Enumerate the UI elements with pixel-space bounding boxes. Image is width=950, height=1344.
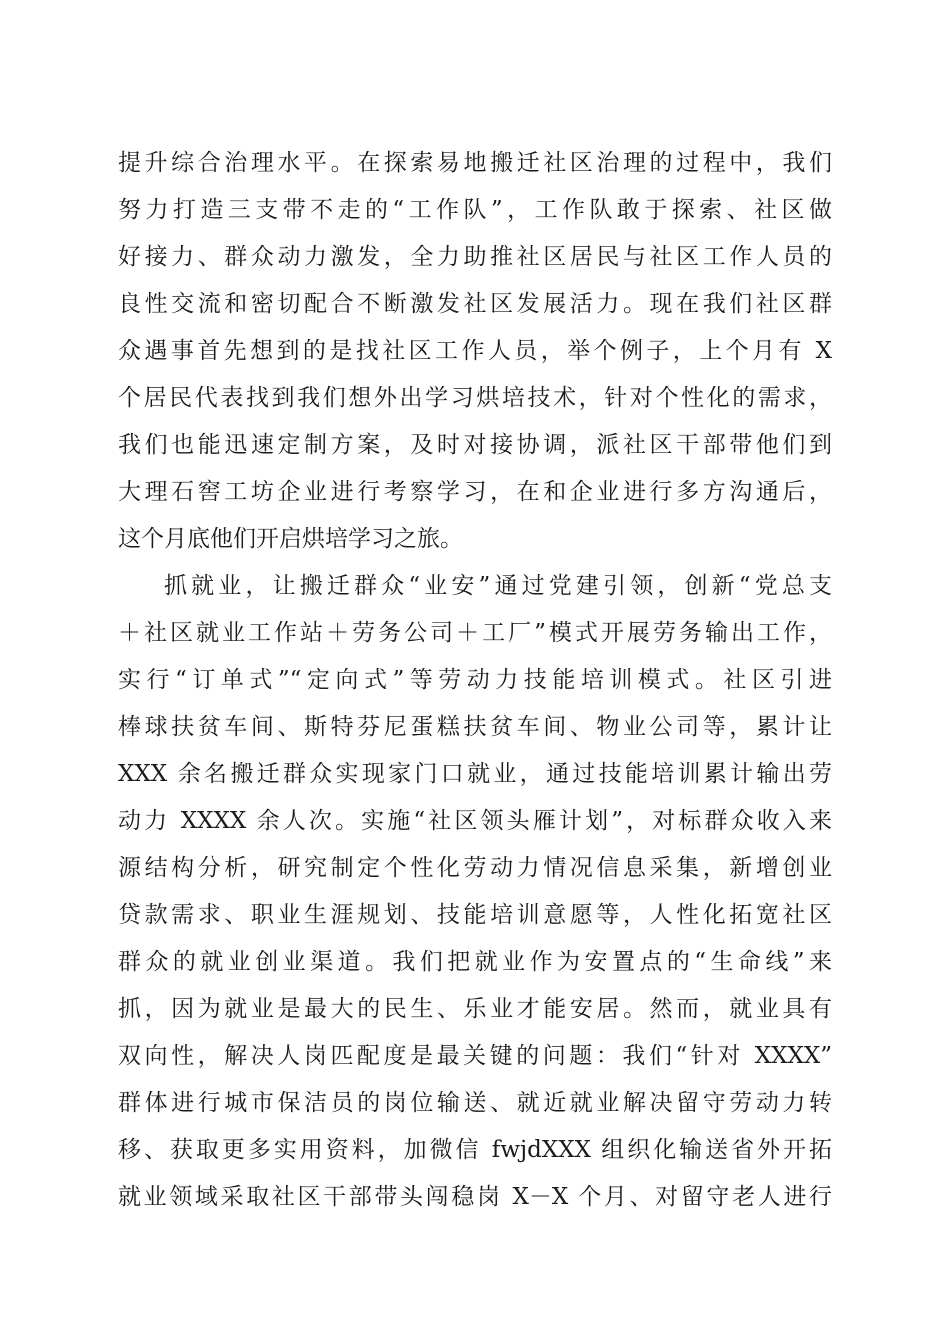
text-line: 大理石窖工坊企业进行考察学习，在和企业进行多方沟通后， xyxy=(118,479,832,505)
text-line: 良性交流和密切配合不断激发社区发展活力。现在我们社区群 xyxy=(118,291,832,317)
text-line: 动力 XXXX 余人次。实施“社区领头雁计划”，对标群众收入来 xyxy=(118,808,832,834)
text-line: 这个月底他们开启烘培学习之旅。 xyxy=(118,526,463,552)
text-line: 就业领域采取社区干部带头闯稳岗 X－X 个月、对留守老人进行 xyxy=(118,1184,832,1210)
text-line: 棒球扶贫车间、斯特芬尼蛋糕扶贫车间、物业公司等，累计让 xyxy=(118,714,832,740)
text-line: 实行“订单式”“定向式”等劳动力技能培训模式。社区引进 xyxy=(118,667,832,693)
text-line: 我们也能迅速定制方案，及时对接协调，派社区干部带他们到 xyxy=(118,432,832,458)
paragraph-2 xyxy=(118,563,832,1221)
text-line: 群众的就业创业渠道。我们把就业作为安置点的“生命线”来 xyxy=(118,949,832,975)
text-line: 提升综合治理水平。在探索易地搬迁社区治理的过程中，我们 xyxy=(118,150,832,176)
text-line: 群体进行城市保洁员的岗位输送、就近就业解决留守劳动力转 xyxy=(118,1090,832,1116)
text-line: 双向性，解决人岗匹配度是最关键的问题：我们“针对 XXXX” xyxy=(118,1043,832,1069)
text-line: 抓就业，让搬迁群众“业安”通过党建引领，创新“党总支 xyxy=(164,573,832,599)
text-line: ＋社区就业工作站＋劳务公司＋工厂”模式开展劳务输出工作， xyxy=(118,620,832,646)
text-line: 移、获取更多实用资料，加微信 fwjdXXX 组织化输送省外开拓 xyxy=(118,1137,832,1163)
text-line: 个居民代表找到我们想外出学习烘培技术，针对个性化的需求， xyxy=(118,385,832,411)
document-body xyxy=(118,140,832,1221)
paragraph-1 xyxy=(118,140,832,563)
text-line: 好接力、群众动力激发，全力助推社区居民与社区工作人员的 xyxy=(118,244,832,270)
text-line: 源结构分析，研究制定个性化劳动力情况信息采集，新增创业 xyxy=(118,855,832,881)
text-line: 贷款需求、职业生涯规划、技能培训意愿等，人性化拓宽社区 xyxy=(118,902,832,928)
text-line: 抓，因为就业是最大的民生、乐业才能安居。然而，就业具有 xyxy=(118,996,832,1022)
text-line: 众遇事首先想到的是找社区工作人员，举个例子，上个月有 X xyxy=(118,338,832,364)
text-line: 努力打造三支带不走的“工作队”，工作队敢于探索、社区做 xyxy=(118,197,832,223)
text-line: XXX 余名搬迁群众实现家门口就业，通过技能培训累计输出劳 xyxy=(118,761,832,787)
